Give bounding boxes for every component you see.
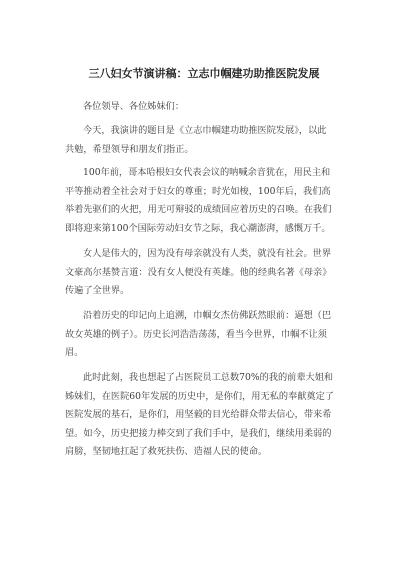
paragraph-heroines xyxy=(65,307,351,363)
paragraph-history xyxy=(65,164,351,238)
paragraph-line: 肩膀，坚韧地扛起了救死扶伤、造福人民的使命。 xyxy=(65,446,268,457)
paragraph-line: 文豪高尔基赞言道：没有女人便没有英雄。他的经典名著《母亲》 xyxy=(65,266,332,278)
paragraph-line: 100年前，哥本哈根妇女代表会议的呐喊余音犹在，用民主和 xyxy=(83,167,331,178)
document-title: 三八妇女节演讲稿：立志巾帼建功助推医院发展 xyxy=(88,67,320,80)
paragraph-women-greatness xyxy=(65,245,351,301)
paragraph-line: 即将迎来第100个国际劳动妇女节之际，我心潮澎湃，感慨万千。 xyxy=(65,222,331,234)
paragraph-line: 姊妹们，在医院60年发展的历史中，是你们，用无私的奉献奠定了 xyxy=(65,390,334,402)
paragraph-line: 医院发展的基石，是你们，用坚毅的目光给群众带去信心，带来希 xyxy=(65,409,332,420)
paragraph-line: 举着先驱们的火把，用无可辩驳的成绩回应着历史的召唤。在我们 xyxy=(65,204,332,215)
paragraph-line: 眉。 xyxy=(65,347,84,358)
paragraph-line: 传遍了全世界。 xyxy=(65,285,130,296)
paragraph-hospital-colleagues xyxy=(65,369,351,462)
paragraph-line: 平等推动着全社会对于妇女的尊重；时光如梭，100年后，我们高 xyxy=(65,185,331,197)
paragraph-line: 今天，我演讲的题目是《立志巾帼建功助推医院发展》，以此 xyxy=(83,125,327,136)
paragraph-line: 故女英雄的例子）。历史长河浩浩荡荡，看当今世界，巾帼不让须 xyxy=(65,328,327,340)
paragraph-topic xyxy=(65,122,351,159)
paragraph-line: 沿着历史的印记向上追溯，巾帼女杰仿佛跃然眼前：逼想（巴 xyxy=(83,310,332,321)
paragraph-line: 女人是伟大的，因为没有母亲就没有人类，就没有社会。世界 xyxy=(83,248,332,259)
paragraph-line: 共勉，希望领导和朋友们指正。 xyxy=(65,143,194,155)
paragraph-line: 各位领导、各位姊妹们： xyxy=(83,101,185,112)
paragraph-line: 此时此刻，我也想起了占医院员工总数70%的我的前辈大姐和 xyxy=(83,372,334,383)
paragraph-salutation xyxy=(65,98,351,117)
paragraph-line: 望。如今，历史把接力棒交到了我们手中，是我们，继续用柔弱的 xyxy=(65,427,332,439)
